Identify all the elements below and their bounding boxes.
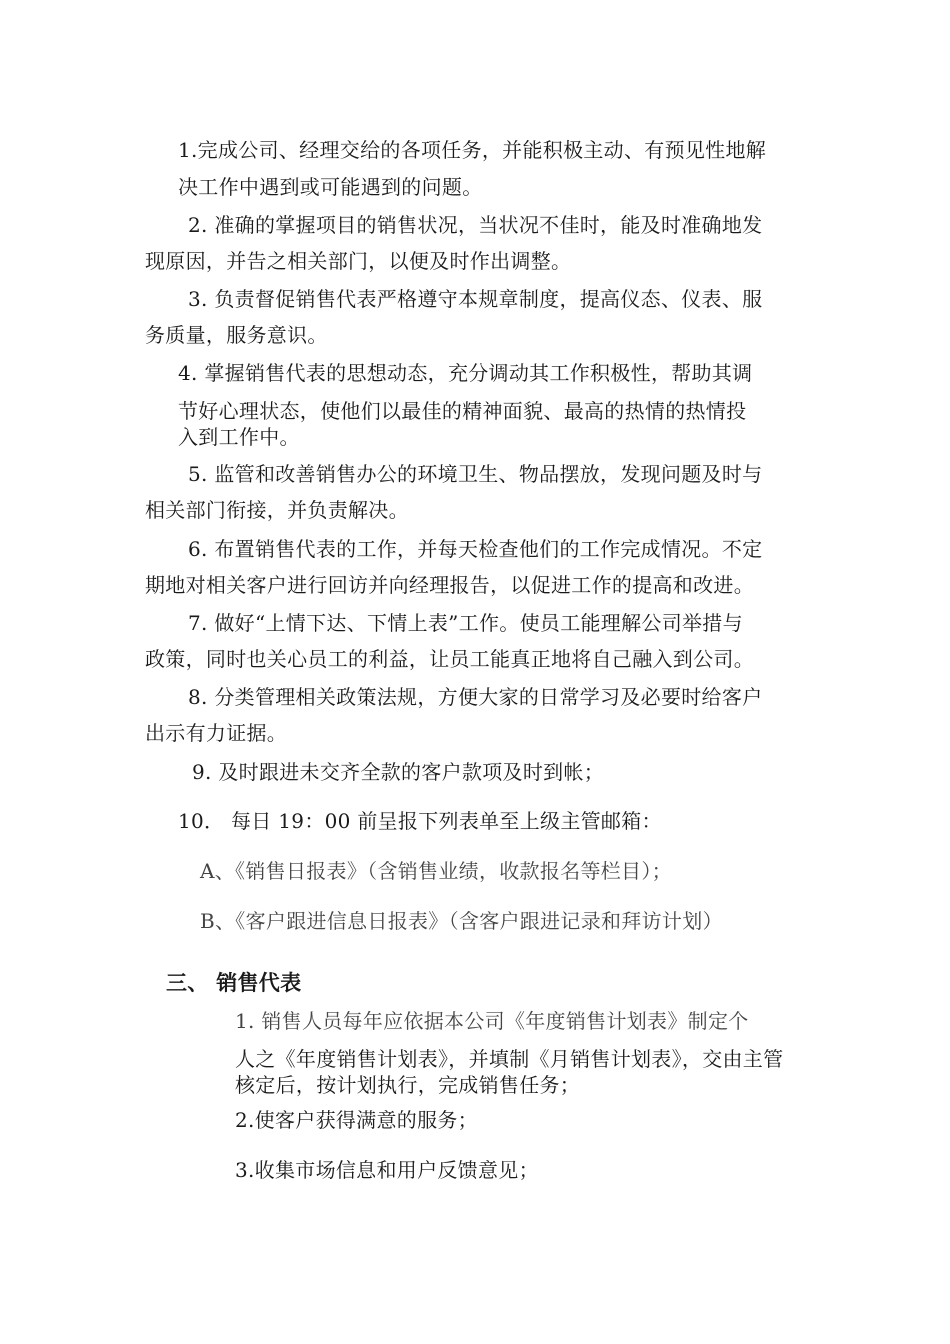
item-7-line-1: 7. 做好“上情下达、下情上表”工作。使员工能理解公司举措与 — [188, 611, 743, 635]
form-b-line: B、《客户跟进信息日报表》（含客户跟进记录和拜访计划） — [200, 909, 723, 933]
item-7-line-2: 政策，同时也关心员工的利益，让员工能真正地将自己融入到公司。 — [145, 647, 754, 671]
rep-item-1-line-2: 人之《年度销售计划表》，并填制《月销售计划表》，交由主管 — [235, 1047, 784, 1071]
item-4-line-3: 入到工作中。 — [178, 425, 300, 449]
rep-item-1-line-3: 核定后，按计划执行，完成销售任务； — [235, 1073, 581, 1097]
rep-item-2-line: 2.使客户获得满意的服务； — [235, 1108, 478, 1132]
item-2-line-1: 2. 准确的掌握项目的销售状况，当状况不佳时，能及时准确地发 — [188, 213, 763, 237]
item-5-line-1: 5. 监管和改善销售办公的环境卫生、物品摆放，发现问题及时与 — [188, 462, 763, 486]
form-a-line: A、《销售日报表》（含销售业绩，收款报名等栏目）； — [200, 859, 672, 883]
item-1-line-2: 决工作中遇到或可能遇到的问题。 — [178, 175, 483, 199]
item-6-line-1: 6. 布置销售代表的工作，并每天检查他们的工作完成情况。不定 — [188, 537, 763, 561]
item-4-line-1: 4. 掌握销售代表的思想动态，充分调动其工作积极性，帮助其调 — [178, 361, 753, 385]
section-heading: 三、 销售代表 — [166, 970, 302, 995]
item-10-line: 10． 每日 19：00 前呈报下列表单至上级主管邮箱： — [178, 809, 662, 833]
item-1-line-1: 1.完成公司、经理交给的各项任务，并能积极主动、有预见性地解 — [178, 138, 767, 162]
item-4-line-2: 节好心理状态，使他们以最佳的精神面貌、最高的热情的热情投 — [178, 399, 747, 423]
item-6-line-2: 期地对相关客户进行回访并向经理报告，以促进工作的提高和改进。 — [145, 573, 754, 597]
item-9-line: 9. 及时跟进未交齐全款的客户款项及时到帐； — [192, 760, 605, 784]
item-5-line-2: 相关部门衔接，并负责解决。 — [145, 498, 409, 522]
item-2-line-2: 现原因，并告之相关部门，以便及时作出调整。 — [145, 249, 572, 273]
rep-item-1-line-1: 1. 销售人员每年应依据本公司《年度销售计划表》制定个 — [235, 1009, 749, 1033]
item-8-line-2: 出示有力证据。 — [145, 721, 288, 745]
item-3-line-1: 3. 负责督促销售代表严格遵守本规章制度，提高仪态、仪表、服 — [188, 287, 763, 311]
item-8-line-1: 8. 分类管理相关政策法规，方便大家的日常学习及必要时给客户 — [188, 685, 763, 709]
item-3-line-2: 务质量，服务意识。 — [145, 323, 328, 347]
rep-item-3-line: 3.收集市场信息和用户反馈意见； — [235, 1158, 539, 1182]
